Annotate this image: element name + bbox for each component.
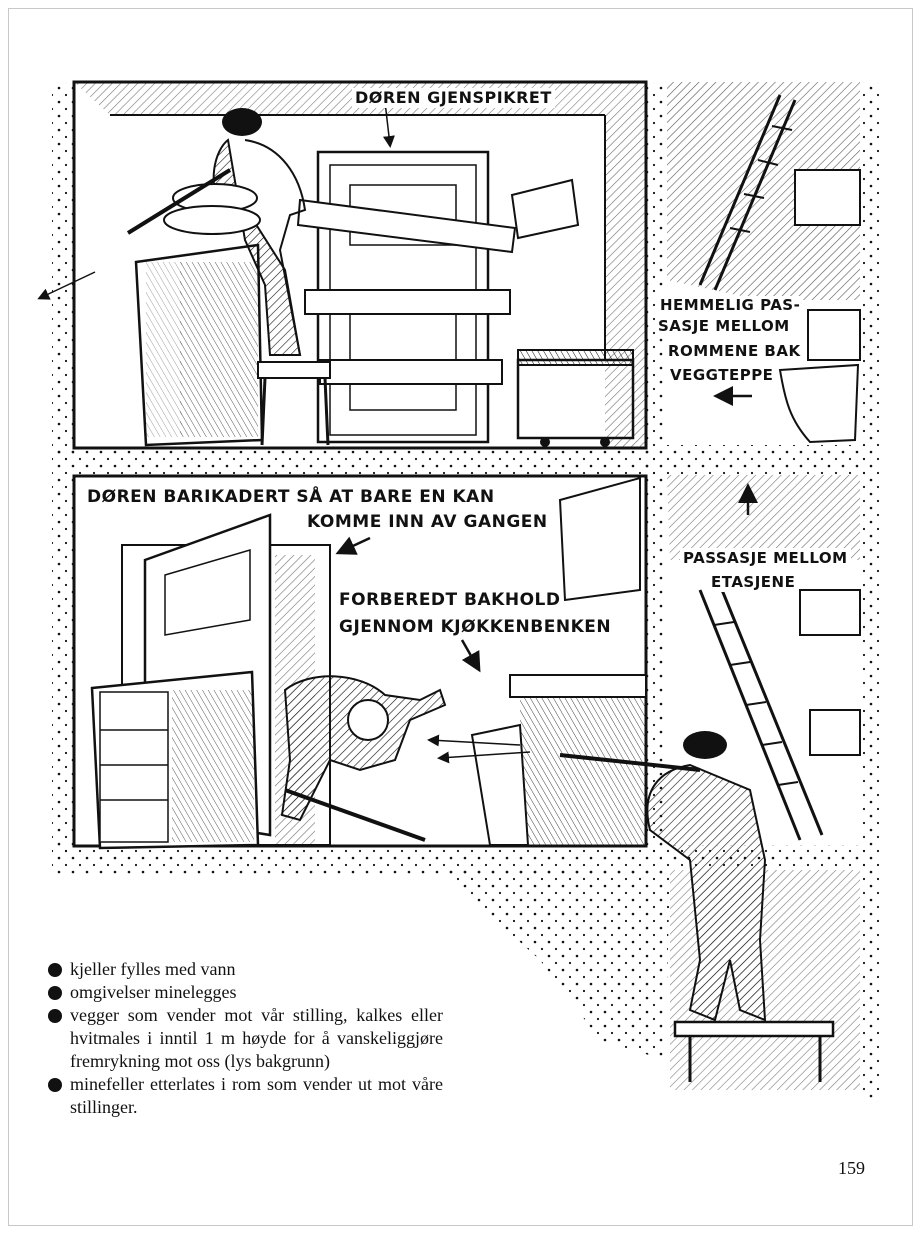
caption-door-nailed: DØREN GJENSPIKRET <box>352 88 555 108</box>
bullet-dot-icon <box>48 1009 62 1023</box>
caption-barricade-line2: KOMME INN AV GANGEN <box>304 512 551 532</box>
list-item: minefeller etterlates i rom som vender ut mot våre stillinger. <box>48 1073 443 1119</box>
caption-floor-passage-line1: PASSASJE MELLOM <box>680 548 851 568</box>
panel-nailed-door-room <box>40 82 646 448</box>
caption-secret-passage-line3: ROMMENE BAK <box>665 342 804 361</box>
caption-floor-passage-line2: ETASJENE <box>708 572 798 592</box>
caption-secret-passage-line1: HEMMELIG PAS- <box>657 296 803 315</box>
caption-barricade-line1: DØREN BARIKADERT SÅ AT BARE EN KAN <box>84 487 498 507</box>
list-item: vegger som vender mot vår stilling, kalkes eller hvitmales i inntil 1 m høyde for å vanskeliggjøre fremrykning mot oss (lys bakgrunn) <box>48 1004 443 1073</box>
defense-measures-list <box>48 958 443 1119</box>
caption-secret-passage-line4: VEGGTEPPE <box>667 366 776 385</box>
list-item: omgivelser minelegges <box>48 981 443 1004</box>
caption-ambush-line1: FORBEREDT BAKHOLD <box>336 590 563 610</box>
caption-secret-passage-line2: SASJE MELLOM <box>655 317 793 336</box>
page-number: 159 <box>838 1158 865 1178</box>
bullet-dot-icon <box>48 963 62 977</box>
bullet-dot-icon <box>48 1078 62 1092</box>
caption-ambush-line2: GJENNOM KJØKKENBENKEN <box>336 617 614 637</box>
bullet-dot-icon <box>48 986 62 1000</box>
list-item: kjeller fylles med vann <box>48 958 443 981</box>
